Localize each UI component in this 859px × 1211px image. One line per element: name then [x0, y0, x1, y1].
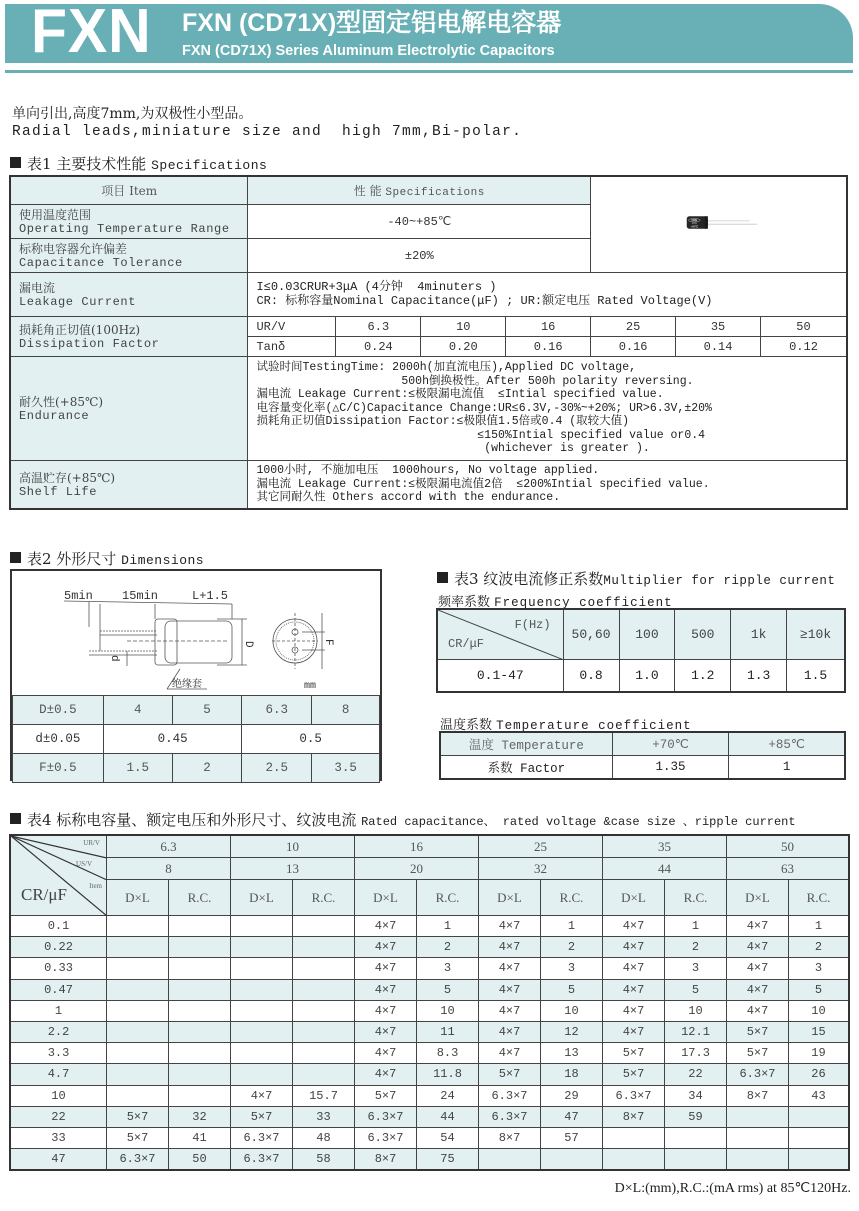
df-voltage: 16 — [506, 317, 591, 337]
dimensions-table — [12, 695, 380, 783]
corner-cr: CR/μF — [21, 885, 67, 904]
table-row — [11, 1043, 849, 1064]
cap-series: FXN — [692, 222, 697, 225]
df-tan: 0.16 — [591, 337, 676, 357]
case-size-cell: 6.3×7 — [479, 1085, 541, 1106]
capacitance-cell: 22 — [11, 1106, 107, 1127]
ratings-table — [10, 835, 849, 1170]
rated-voltage-header: 16 — [355, 836, 479, 858]
table-row — [11, 1106, 849, 1127]
table1-title: 表1 主要技术性能 Specifications — [10, 155, 267, 175]
ripple-current-cell — [293, 1043, 355, 1064]
ripple-current-cell: 54 — [417, 1127, 479, 1148]
df-tan-label: Tanδ — [248, 337, 336, 357]
col-dxl-header: D×L — [355, 880, 417, 916]
table-row — [11, 1127, 849, 1148]
rated-voltage-header: 35 — [603, 836, 727, 858]
col-dxl-header: D×L — [107, 880, 169, 916]
surge-voltage-header: 20 — [355, 858, 479, 880]
temp-header: +70℃ — [612, 733, 729, 756]
corner-freq-label: F(Hz) — [514, 618, 551, 632]
col-dxl-header: D×L — [231, 880, 293, 916]
dim-cell: 1.5 — [103, 754, 172, 783]
df-tan: 0.24 — [336, 337, 421, 357]
case-size-cell — [231, 1000, 293, 1021]
freq-coef-title: 频率系数 Frequency coefficient — [438, 595, 673, 610]
df-ur-label: UR/V — [248, 317, 336, 337]
temp-factor: 1 — [729, 756, 845, 779]
capacitance-cell: 1 — [11, 1000, 107, 1021]
dimensions-box — [10, 569, 382, 781]
case-size-cell — [603, 1149, 665, 1170]
col-dxl-header: D×L — [479, 880, 541, 916]
table4-footnote: D×L:(mm),R.C.:(mA rms) at 85℃120Hz. — [614, 1181, 851, 1196]
capacitance-cell: 0.47 — [11, 979, 107, 1000]
multiplier: 1.5 — [787, 660, 845, 692]
case-size-cell: 5×7 — [479, 1064, 541, 1085]
label-length: L+1.5 — [192, 589, 229, 603]
specifications-table — [10, 176, 847, 509]
ripple-current-cell: 44 — [417, 1106, 479, 1127]
row-temp-label: 使用温度范围 Operating Temperature Range — [11, 205, 248, 239]
label-15min: 15min — [122, 589, 159, 603]
ripple-current-cell: 10 — [541, 1000, 603, 1021]
case-size-cell: 4×7 — [355, 937, 417, 958]
case-size-cell: 4×7 — [603, 958, 665, 979]
ripple-current-cell — [169, 1021, 231, 1042]
dim-label-D: D±0.5 — [13, 696, 104, 725]
ripple-current-cell — [789, 1127, 849, 1148]
case-size-cell: 8×7 — [355, 1149, 417, 1170]
label-pitch: F — [322, 639, 334, 646]
ripple-current-cell — [665, 1127, 727, 1148]
ripple-current-cell — [665, 1149, 727, 1170]
label-lead-diameter: d — [108, 655, 120, 662]
ripple-current-cell: 2 — [417, 937, 479, 958]
bullet-square-icon — [10, 813, 21, 824]
ripple-current-cell: 12.1 — [665, 1021, 727, 1042]
dim-cell: 4 — [103, 696, 172, 725]
ripple-current-cell: 3 — [417, 958, 479, 979]
page-title-cn: FXN (CD71X)型固定铝电解电容器 — [182, 9, 562, 37]
capacitance-cell: 33 — [11, 1127, 107, 1148]
ripple-current-cell — [169, 958, 231, 979]
cap-range: 0.1-47 — [438, 660, 564, 692]
capacitor-image — [591, 177, 847, 273]
intro-cn: 单向引出,高度7mm,为双极性小型品。 — [12, 106, 253, 122]
case-size-cell: 4×7 — [355, 1021, 417, 1042]
ripple-current-cell: 15 — [789, 1021, 849, 1042]
case-size-cell — [231, 937, 293, 958]
case-size-cell — [107, 958, 169, 979]
freq-header: 100 — [619, 610, 675, 660]
freq-header: 50,60 — [563, 610, 619, 660]
temperature-coefficient-table — [440, 732, 845, 779]
case-size-cell: 4×7 — [479, 1000, 541, 1021]
cap-brand: FOAI — [691, 219, 698, 222]
case-size-cell: 4×7 — [479, 1043, 541, 1064]
ripple-current-cell — [293, 937, 355, 958]
rated-voltage-header: 10 — [231, 836, 355, 858]
row-leakage-value: I≤0.03CRUR+3μA (4分钟 4minuters ) CR: 标称容量Nominal Capacitance(μF) ; UR:额定电压 Rated Voltage(V) — [248, 273, 847, 317]
df-tan: 0.14 — [676, 337, 761, 357]
temp-coef-title: 温度系数 Temperature coefficient — [440, 718, 692, 733]
case-size-cell: 8×7 — [479, 1127, 541, 1148]
surge-voltage-header: 32 — [479, 858, 603, 880]
ripple-current-cell: 2 — [541, 937, 603, 958]
case-size-cell: 6.3×7 — [727, 1064, 789, 1085]
case-size-cell: 4×7 — [603, 937, 665, 958]
case-size-cell: 5×7 — [107, 1127, 169, 1148]
case-size-cell: 6.3×7 — [355, 1127, 417, 1148]
surge-voltage-header: 63 — [727, 858, 849, 880]
capacitance-cell: 0.22 — [11, 937, 107, 958]
case-size-cell: 4×7 — [603, 1000, 665, 1021]
ripple-current-cell: 22 — [665, 1064, 727, 1085]
df-tan: 0.16 — [506, 337, 591, 357]
ripple-current-cell: 33 — [293, 1106, 355, 1127]
col-dxl-header: D×L — [727, 880, 789, 916]
table-row — [11, 937, 849, 958]
label-5min: 5min — [64, 589, 93, 603]
capacitance-cell: 0.1 — [11, 916, 107, 937]
case-size-cell — [231, 1043, 293, 1064]
ripple-current-cell — [293, 1000, 355, 1021]
multiplier: 0.8 — [563, 660, 619, 692]
table-row — [11, 1000, 849, 1021]
ripple-current-cell: 1 — [789, 916, 849, 937]
case-size-cell — [727, 1106, 789, 1127]
corner-cap-label: CR/μF — [448, 637, 485, 651]
row-shelf-label: 高温贮存(+85℃) Shelf Life — [11, 461, 248, 509]
table2-title: 表2 外形尺寸 Dimensions — [10, 550, 204, 570]
ripple-current-cell: 26 — [789, 1064, 849, 1085]
case-size-cell: 4×7 — [479, 937, 541, 958]
case-size-cell: 4×7 — [355, 916, 417, 937]
ripple-current-cell: 5 — [665, 979, 727, 1000]
dim-cell: 6.3 — [242, 696, 312, 725]
ripple-current-cell — [169, 937, 231, 958]
row-leakage-label: 漏电流 Leakage Current — [11, 273, 248, 317]
dim-cell: 2.5 — [242, 754, 312, 783]
table-row — [11, 979, 849, 1000]
multiplier: 1.3 — [731, 660, 787, 692]
case-size-cell: 6.3×7 — [107, 1149, 169, 1170]
ripple-current-cell — [789, 1149, 849, 1170]
case-size-cell: 4×7 — [479, 979, 541, 1000]
df-voltage: 10 — [421, 317, 506, 337]
ripple-current-cell: 29 — [541, 1085, 603, 1106]
table-row — [11, 1064, 849, 1085]
capacitance-cell: 4.7 — [11, 1064, 107, 1085]
dim-label-F: F±0.5 — [13, 754, 104, 783]
case-size-cell: 5×7 — [727, 1043, 789, 1064]
df-voltage: 6.3 — [336, 317, 421, 337]
case-size-cell — [727, 1149, 789, 1170]
ripple-current-cell — [293, 1021, 355, 1042]
ripple-current-cell: 10 — [417, 1000, 479, 1021]
case-size-cell: 4×7 — [479, 916, 541, 937]
case-size-cell: 4×7 — [727, 916, 789, 937]
header-spec: 性 能 Specifications — [248, 177, 591, 205]
case-size-cell: 4×7 — [355, 979, 417, 1000]
ripple-current-cell: 2 — [665, 937, 727, 958]
header-item: 项目 Item — [11, 177, 248, 205]
case-size-cell: 8×7 — [603, 1106, 665, 1127]
case-size-cell: 4×7 — [603, 916, 665, 937]
temp-header: +85℃ — [729, 733, 845, 756]
case-size-cell: 5×7 — [107, 1106, 169, 1127]
row-endurance-value: 试验时间TestingTime: 2000h(加直流电压),Applied DC voltage, 500h倒换极性。After 500h polarity reversing. 漏电流 Leakage Current:≤极限漏电流值 ≤Intial specified value. 电容量变化率(△C/C)Capacitance Change:UR≤6.3V,-30%~+20%; UR>6.3V,±20% 损耗角正切值Dissipation Factor:≤极限值1.5倍或0.4 (取较大值) ≤150%Intial specified value or0.4 (whichever is greater ). — [248, 357, 847, 461]
table-row — [11, 916, 849, 937]
row-temp-value: -40~+85℃ — [248, 205, 591, 239]
ripple-current-cell: 10 — [789, 1000, 849, 1021]
case-size-cell — [231, 958, 293, 979]
ripple-current-cell: 3 — [789, 958, 849, 979]
df-voltage: 25 — [591, 317, 676, 337]
table4-title: 表4 标称电容量、额定电压和外形尺寸、纹波电流 Rated capacitance、 rated voltage &case size 、ripple current — [10, 811, 796, 831]
ripple-current-cell: 1 — [417, 916, 479, 937]
ripple-current-cell: 5 — [541, 979, 603, 1000]
case-size-cell: 6.3×7 — [355, 1106, 417, 1127]
case-size-cell — [727, 1127, 789, 1148]
ripple-current-cell: 34 — [665, 1085, 727, 1106]
header-divider — [5, 70, 853, 73]
ripple-current-cell — [293, 916, 355, 937]
surge-voltage-header: 44 — [603, 858, 727, 880]
col-dxl-header: D×L — [603, 880, 665, 916]
ripple-current-cell: 5 — [417, 979, 479, 1000]
case-size-cell — [231, 916, 293, 937]
ripple-current-cell — [789, 1106, 849, 1127]
ripple-current-cell — [169, 1064, 231, 1085]
case-size-cell: 5×7 — [231, 1106, 293, 1127]
ripple-current-cell: 5 — [789, 979, 849, 1000]
cap-temp: +85℃ — [690, 224, 699, 228]
case-size-cell: 4×7 — [479, 958, 541, 979]
col-rc-header: R.C. — [417, 880, 479, 916]
dim-label-d: d±0.05 — [13, 725, 104, 754]
ripple-current-cell: 17.3 — [665, 1043, 727, 1064]
case-size-cell — [107, 1043, 169, 1064]
case-size-cell: 4×7 — [727, 958, 789, 979]
ripple-current-cell — [541, 1149, 603, 1170]
ratings-corner-cell — [11, 836, 107, 916]
case-size-cell: 4×7 — [355, 958, 417, 979]
ripple-current-cell — [169, 979, 231, 1000]
case-size-cell — [107, 979, 169, 1000]
row-endurance-label: 耐久性(+85℃) Endurance — [11, 357, 248, 461]
case-size-cell: 5×7 — [355, 1085, 417, 1106]
dimension-diagram — [12, 571, 380, 695]
ripple-current-cell: 13 — [541, 1043, 603, 1064]
dim-cell: 0.45 — [103, 725, 242, 754]
rated-voltage-header: 25 — [479, 836, 603, 858]
ripple-current-cell: 12 — [541, 1021, 603, 1042]
table-row — [11, 958, 849, 979]
freq-corner-cell — [438, 610, 564, 660]
col-rc-header: R.C. — [665, 880, 727, 916]
ripple-current-cell: 1 — [665, 916, 727, 937]
col-rc-header: R.C. — [293, 880, 355, 916]
frequency-coefficient-table — [437, 609, 845, 692]
capacitance-cell: 10 — [11, 1085, 107, 1106]
ripple-current-cell: 50 — [169, 1149, 231, 1170]
ripple-current-cell: 10 — [665, 1000, 727, 1021]
row-tolerance-label: 标称电容器允许偏差 Capacitance Tolerance — [11, 239, 248, 273]
case-size-cell: 4×7 — [603, 979, 665, 1000]
case-size-cell — [107, 1085, 169, 1106]
case-size-cell: 4×7 — [355, 1000, 417, 1021]
page-title-en: FXN (CD71X) Series Aluminum Electrolytic Capacitors — [182, 43, 555, 59]
case-size-cell: 6.3×7 — [231, 1149, 293, 1170]
ripple-current-cell: 15.7 — [293, 1085, 355, 1106]
surge-voltage-header: 13 — [231, 858, 355, 880]
ripple-current-cell: 11 — [417, 1021, 479, 1042]
ripple-current-cell: 59 — [665, 1106, 727, 1127]
ripple-current-cell: 48 — [293, 1127, 355, 1148]
ripple-current-cell — [169, 1043, 231, 1064]
ripple-current-cell: 18 — [541, 1064, 603, 1085]
case-size-cell — [107, 937, 169, 958]
multiplier: 1.0 — [619, 660, 675, 692]
freq-header: 1k — [731, 610, 787, 660]
capacitance-cell: 3.3 — [11, 1043, 107, 1064]
case-size-cell: 4×7 — [727, 979, 789, 1000]
ripple-current-cell: 43 — [789, 1085, 849, 1106]
factor-label: 系数 Factor — [441, 756, 613, 779]
label-diameter: D — [242, 641, 254, 648]
ripple-current-cell: 2 — [789, 937, 849, 958]
case-size-cell: 8×7 — [727, 1085, 789, 1106]
bullet-square-icon — [10, 552, 21, 563]
col-rc-header: R.C. — [169, 880, 231, 916]
label-unit: mm — [304, 681, 317, 692]
case-size-cell: 4×7 — [727, 1000, 789, 1021]
row-shelf-value: 1000小时, 不施加电压 1000hours, No voltage applied. 漏电流 Leakage Current:≤极限漏电流值2倍 ≤200%Intial specified value. 其它同耐久性 Others accord with the endurance. — [248, 461, 847, 509]
case-size-cell — [603, 1127, 665, 1148]
table-row — [11, 1021, 849, 1042]
col-rc-header: R.C. — [789, 880, 849, 916]
dim-cell: 0.5 — [242, 725, 380, 754]
df-tan: 0.12 — [761, 337, 847, 357]
series-logo: FXN — [31, 0, 152, 66]
case-size-cell: 4×7 — [603, 1021, 665, 1042]
df-voltage: 35 — [676, 317, 761, 337]
case-size-cell — [107, 1064, 169, 1085]
freq-header: ≥10k — [787, 610, 845, 660]
corner-ur: UR/V — [83, 839, 100, 847]
dim-cell: 3.5 — [312, 754, 380, 783]
ripple-current-cell: 47 — [541, 1106, 603, 1127]
capacitance-cell: 47 — [11, 1149, 107, 1170]
ripple-current-cell — [293, 979, 355, 1000]
dim-cell: 2 — [172, 754, 242, 783]
header-banner — [5, 0, 853, 66]
ripple-current-cell: 24 — [417, 1085, 479, 1106]
ripple-current-cell: 58 — [293, 1149, 355, 1170]
case-size-cell: 4×7 — [355, 1064, 417, 1085]
row-tolerance-value: ±20% — [248, 239, 591, 273]
case-size-cell: 4×7 — [231, 1085, 293, 1106]
ripple-current-cell: 57 — [541, 1127, 603, 1148]
intro-en: Radial leads,miniature size and high 7mm,Bi-polar. — [12, 124, 523, 140]
case-size-cell: 6.3×7 — [479, 1106, 541, 1127]
df-tan: 0.20 — [421, 337, 506, 357]
case-size-cell: 5×7 — [603, 1064, 665, 1085]
rated-voltage-header: 50 — [727, 836, 849, 858]
ripple-current-cell — [169, 1085, 231, 1106]
multiplier: 1.2 — [675, 660, 731, 692]
freq-header: 500 — [675, 610, 731, 660]
bullet-square-icon — [437, 572, 448, 583]
ripple-current-cell — [169, 916, 231, 937]
case-size-cell — [231, 1021, 293, 1042]
case-size-cell — [231, 1064, 293, 1085]
label-sleeve: 绝缘套 — [172, 679, 202, 690]
df-voltage: 50 — [761, 317, 847, 337]
ripple-current-cell — [293, 1064, 355, 1085]
case-size-cell — [107, 1000, 169, 1021]
temp-factor: 1.35 — [612, 756, 729, 779]
case-size-cell — [231, 979, 293, 1000]
case-size-cell: 5×7 — [727, 1021, 789, 1042]
ripple-current-cell — [293, 958, 355, 979]
case-size-cell — [479, 1149, 541, 1170]
ripple-current-cell: 41 — [169, 1127, 231, 1148]
ripple-current-cell — [169, 1000, 231, 1021]
dim-cell: 5 — [172, 696, 242, 725]
capacitance-cell: 0.33 — [11, 958, 107, 979]
capacitance-cell: 2.2 — [11, 1021, 107, 1042]
bullet-square-icon — [10, 157, 21, 168]
temp-label: 温度 Temperature — [441, 733, 613, 756]
case-size-cell: 6.3×7 — [603, 1085, 665, 1106]
ripple-current-cell: 3 — [665, 958, 727, 979]
dim-cell: 8 — [312, 696, 380, 725]
ripple-current-cell: 19 — [789, 1043, 849, 1064]
case-size-cell: 6.3×7 — [231, 1127, 293, 1148]
case-size-cell: 4×7 — [479, 1021, 541, 1042]
corner-item: Item — [89, 882, 102, 890]
ripple-current-cell: 1 — [541, 916, 603, 937]
case-size-cell — [107, 916, 169, 937]
table-row — [11, 1085, 849, 1106]
case-size-cell — [107, 1021, 169, 1042]
case-size-cell: 4×7 — [355, 1043, 417, 1064]
ripple-current-cell: 3 — [541, 958, 603, 979]
ripple-current-cell: 75 — [417, 1149, 479, 1170]
ripple-current-cell: 11.8 — [417, 1064, 479, 1085]
case-size-cell: 5×7 — [603, 1043, 665, 1064]
rated-voltage-header: 6.3 — [107, 836, 231, 858]
table3-title: 表3 纹波电流修正系数Multiplier for ripple current — [437, 570, 835, 590]
ripple-current-cell: 8.3 — [417, 1043, 479, 1064]
corner-us: US/V — [76, 860, 92, 868]
table-row — [11, 1149, 849, 1170]
ripple-current-cell: 32 — [169, 1106, 231, 1127]
capacitor-photo — [591, 207, 846, 240]
row-df-label: 损耗角正切值(100Hz) Dissipation Factor — [11, 317, 248, 357]
surge-voltage-header: 8 — [107, 858, 231, 880]
col-rc-header: R.C. — [541, 880, 603, 916]
case-size-cell: 4×7 — [727, 937, 789, 958]
